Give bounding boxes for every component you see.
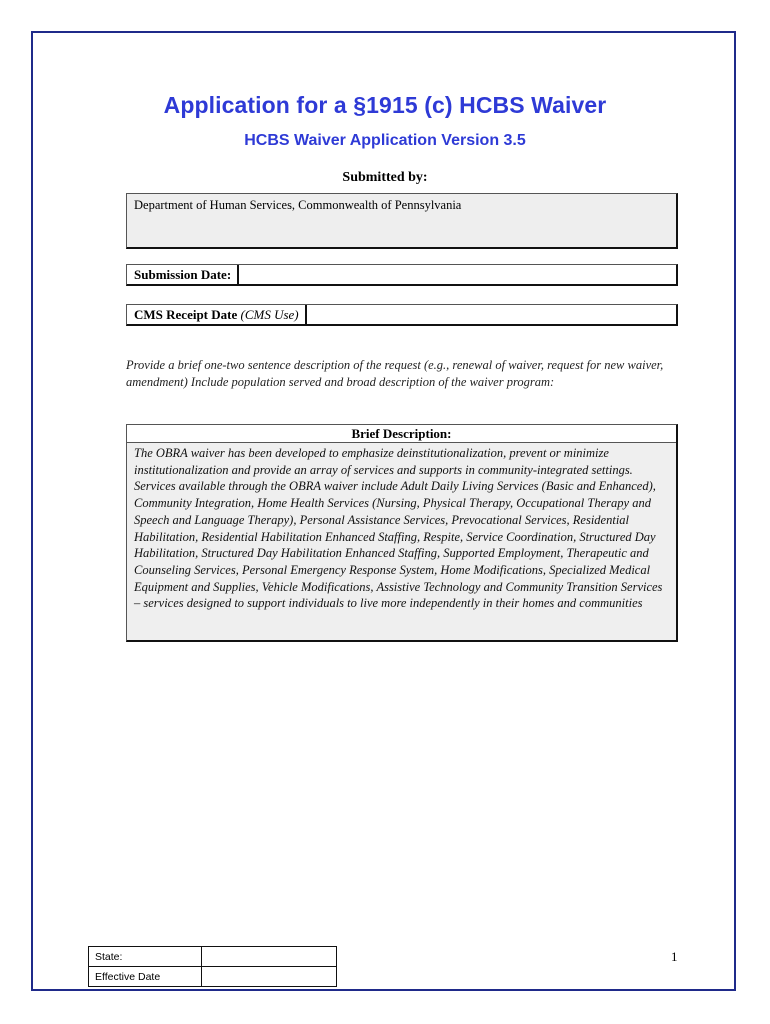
state-label: State: <box>89 947 202 967</box>
effective-date-label: Effective Date <box>89 967 202 987</box>
submission-date-label: Submission Date: <box>127 265 239 284</box>
effective-date-field[interactable] <box>202 967 337 987</box>
page-number: 1 <box>671 949 678 964</box>
state-effective-date-table <box>88 946 337 987</box>
page-subtitle: HCBS Waiver Application Version 3.5 <box>244 132 526 149</box>
cms-receipt-date-label: CMS Receipt Date (CMS Use) <box>127 305 307 324</box>
submitted-by-field[interactable] <box>126 193 678 249</box>
submitted-by-value: Department of Human Services, Commonwealth of Pennsylvania <box>134 198 462 212</box>
state-field[interactable] <box>202 947 337 967</box>
page-title: Application for a §1915 (c) HCBS Waiver <box>163 92 607 118</box>
description-prompt: Provide a brief one-two sentence description of the request (e.g., renewal of waiver, request for new waiver, amendment) Include population served and broad description of the waiver program: <box>126 358 664 389</box>
brief-description-text: The OBRA waiver has been developed to emphasize deinstitutionalization, prevent or minimize institutionalization and provide an array of services and supports in community-integrated settings. Services available through the OBRA waiver include Adult Daily Living Services (Basic and Enhanced), Community Integration, Home Health Services (Nursing, Physical Therapy, Occupational Therapy and Speech and Language Therapy), Personal Assistance Services, Prevocational Services, Residential Habilitation, Residential Habilitation Enhanced Staffing, Respite, Service Coordination, Structured Day Habilitation, Structured Day Habilitation Enhanced Staffing, Supported Employment, Therapeutic and Counseling Services, Personal Emergency Response System, Home Modifications, Specialized Medical Equipment and Supplies, Vehicle Modifications, Assistive Technology and Community Transition Services – services designed to support individuals to live more independently in their homes and communities <box>134 446 663 611</box>
submitted-by-label: Submitted by: <box>342 170 428 185</box>
submission-date-field[interactable] <box>239 265 676 284</box>
brief-description-box[interactable] <box>126 424 678 642</box>
cms-receipt-date-row <box>126 304 678 326</box>
submission-date-row <box>126 264 678 286</box>
cms-use-note: (CMS Use) <box>240 307 299 322</box>
brief-description-label: Brief Description: <box>127 425 676 443</box>
cms-receipt-date-field[interactable] <box>307 305 676 324</box>
